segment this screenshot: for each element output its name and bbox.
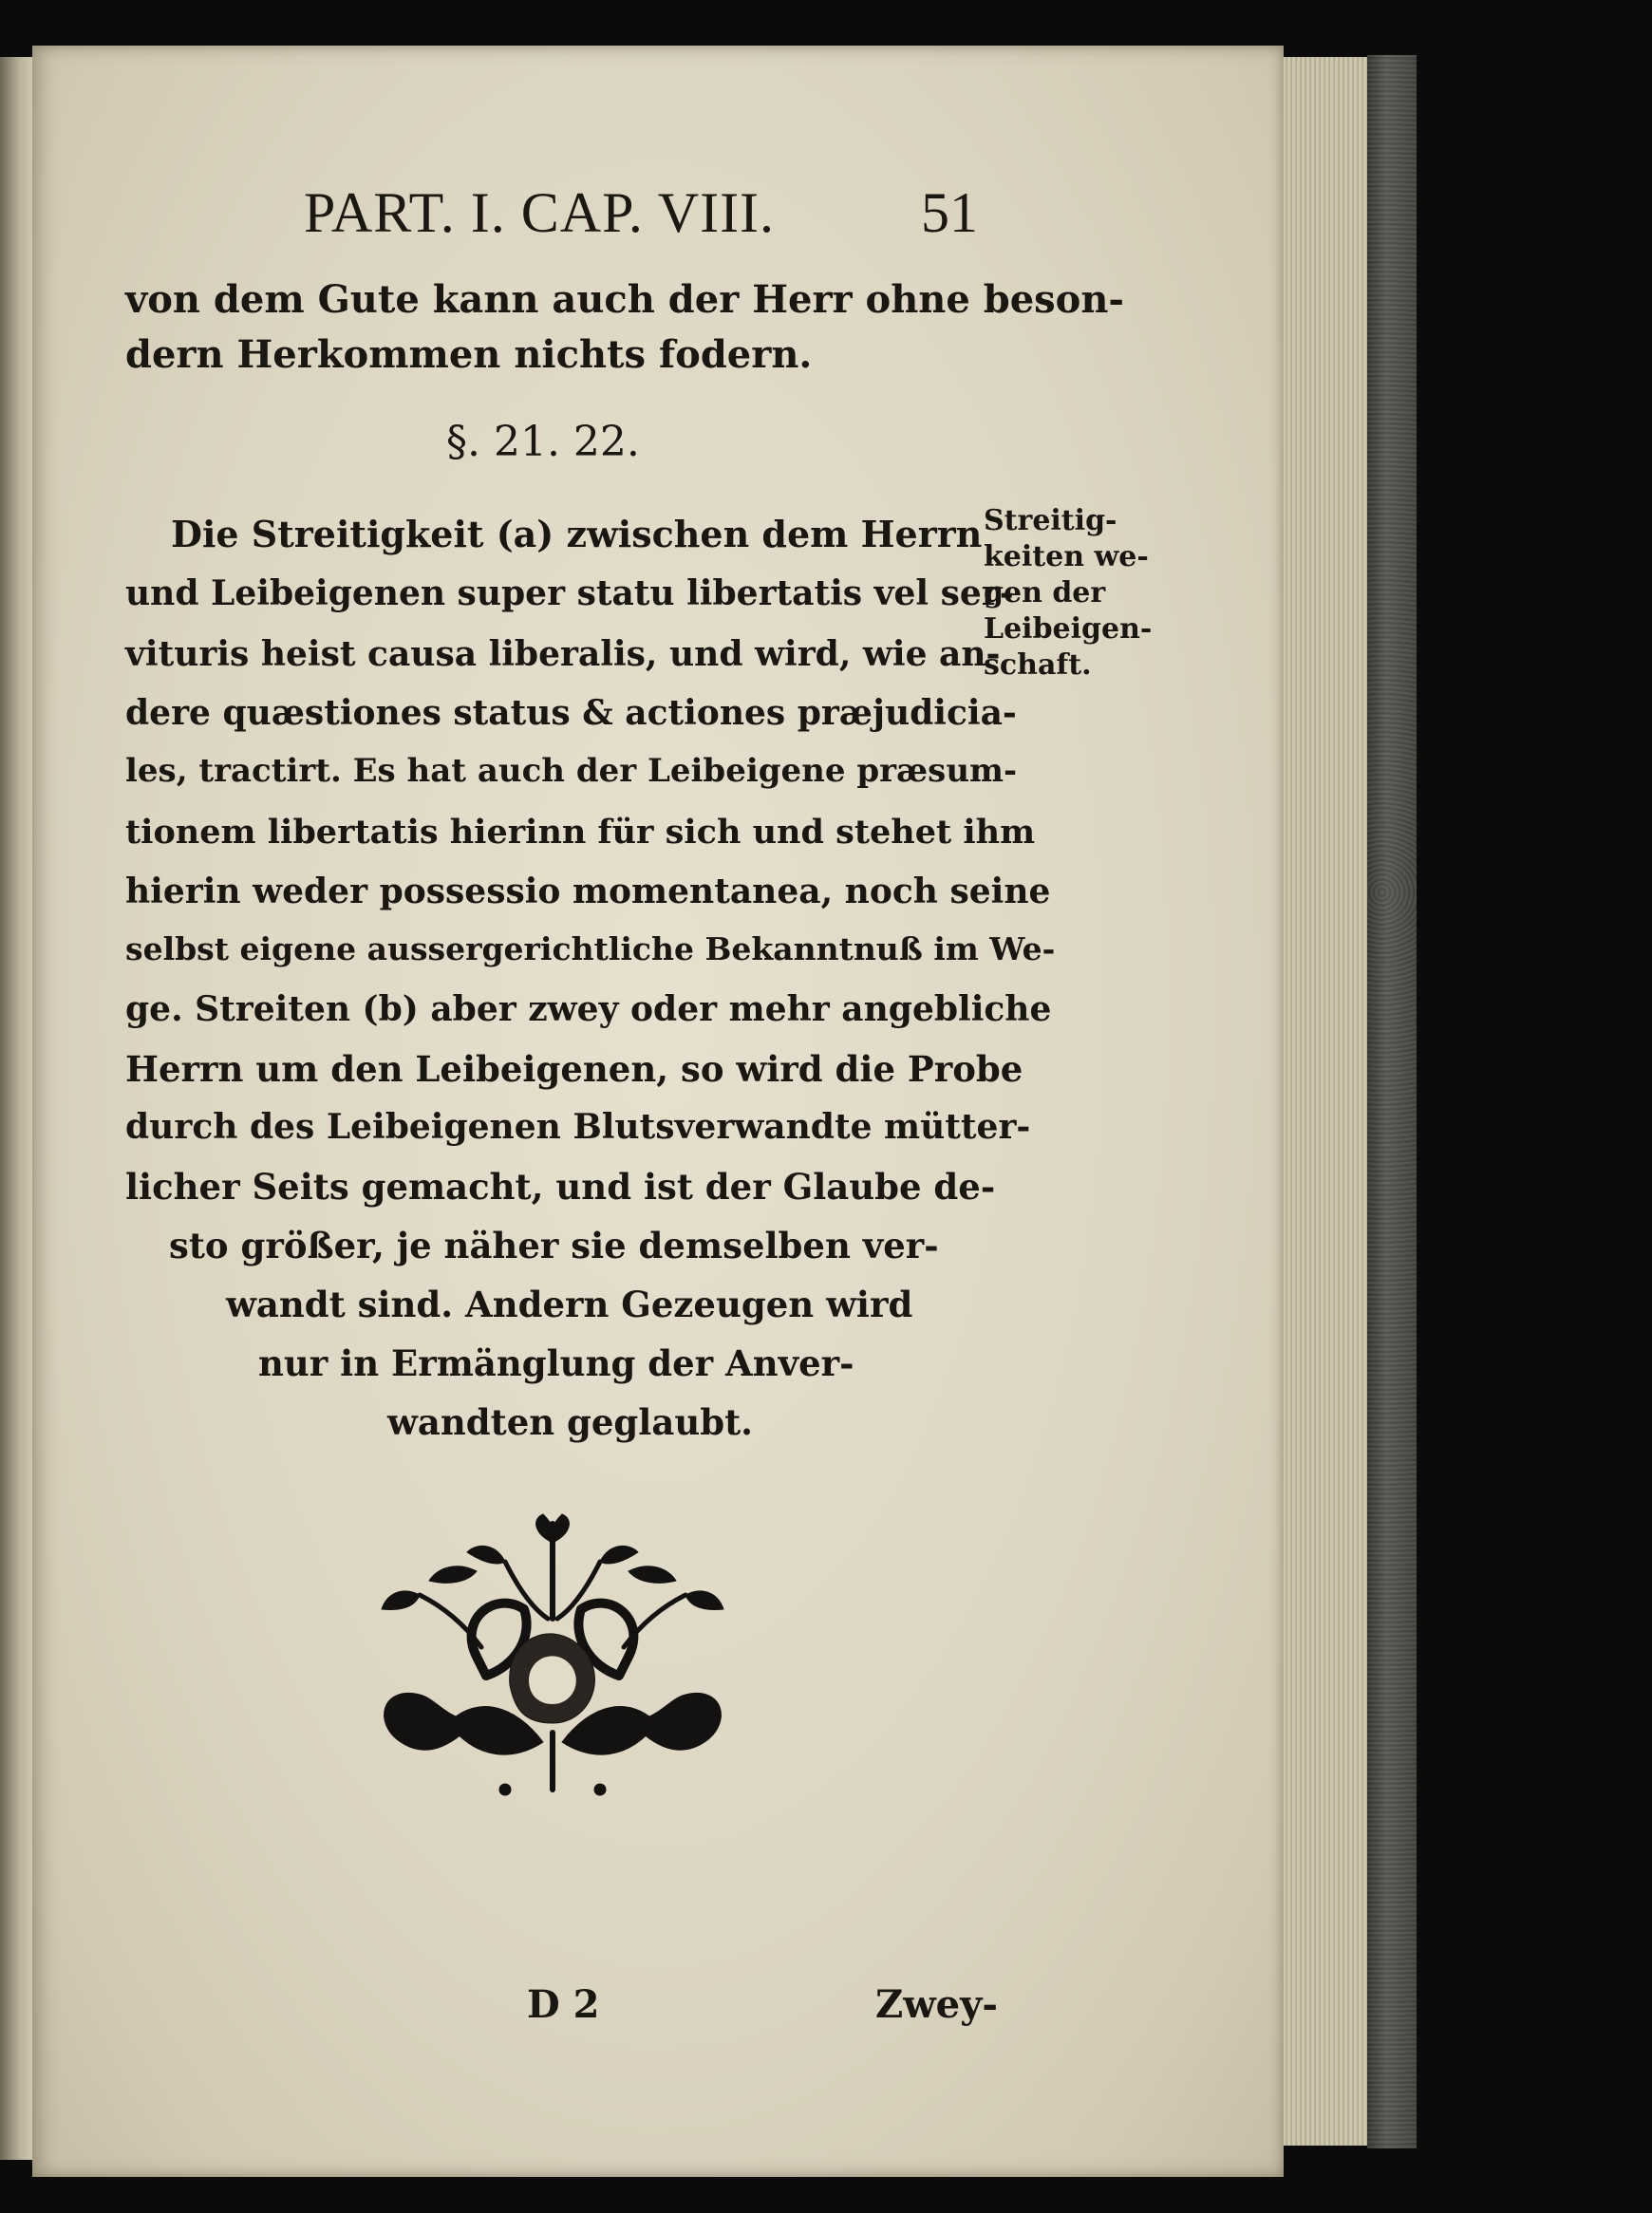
text-line: licher Seits gemacht, und ist der Glaube de- [125,1166,996,1208]
signature-mark: D 2 [527,1982,600,2027]
margin-note-line: gen der [984,576,1106,610]
text-line: und Leibeigenen super statu libertatis vel ser- [125,573,1014,613]
text-line: wandt sind. Andern Gezeugen wird [226,1284,913,1325]
text-line: dere quæstiones status & actiones præjudicia- [125,693,1017,733]
page-fore-edge [1284,57,1367,2146]
text-line: durch des Leibeigenen Blutsverwandte mütter- [125,1107,1031,1147]
margin-note-line: keiten we- [984,540,1149,573]
page-number: 51 [921,181,978,244]
floral-vignette-icon [363,1505,742,1809]
margin-note-line: schaft. [984,648,1092,682]
text-line: sto größer, je näher sie demselben ver- [169,1225,939,1266]
text-line: Herrn um den Leibeigenen, so wird die Probe [125,1048,1023,1090]
margin-note-line: Streitig- [984,504,1117,537]
text-line: hierin weder possessio momentanea, noch seine [125,872,1051,911]
text-line: von dem Gute kann auch der Herr ohne beson- [125,277,1125,322]
marginal-note [984,503,1155,684]
text-line: tionem libertatis hierinn für sich und stehet ihm [125,813,1036,852]
text-line: nur in Ermänglung der Anver- [258,1342,854,1384]
text-line: les, tractirt. Es hat auch der Leibeigene præsum- [125,752,1018,790]
page-header [304,180,1063,256]
catchword: Zwey- [875,1982,998,2027]
book-cover-edge [1367,55,1417,2148]
text-line: selbst eigene aussergerichtliche Bekanntnuß im We- [125,930,1056,967]
left-page-edge [0,57,32,2160]
text-line: wandten geglaubt. [387,1401,754,1443]
text-line: Die Streitigkeit (a) zwischen dem Herrn [171,513,983,555]
text-line: dern Herkommen nichts fodern. [125,332,813,377]
running-title: PART. I. CAP. VIII. [304,181,776,244]
margin-note-line: Leibeigen- [984,612,1153,646]
section-mark: §. 21. 22. [446,418,640,466]
text-line: ge. Streiten (b) aber zwey oder mehr angebliche [125,989,1052,1029]
text-line: vituris heist causa liberalis, und wird, wie an- [125,634,1001,674]
